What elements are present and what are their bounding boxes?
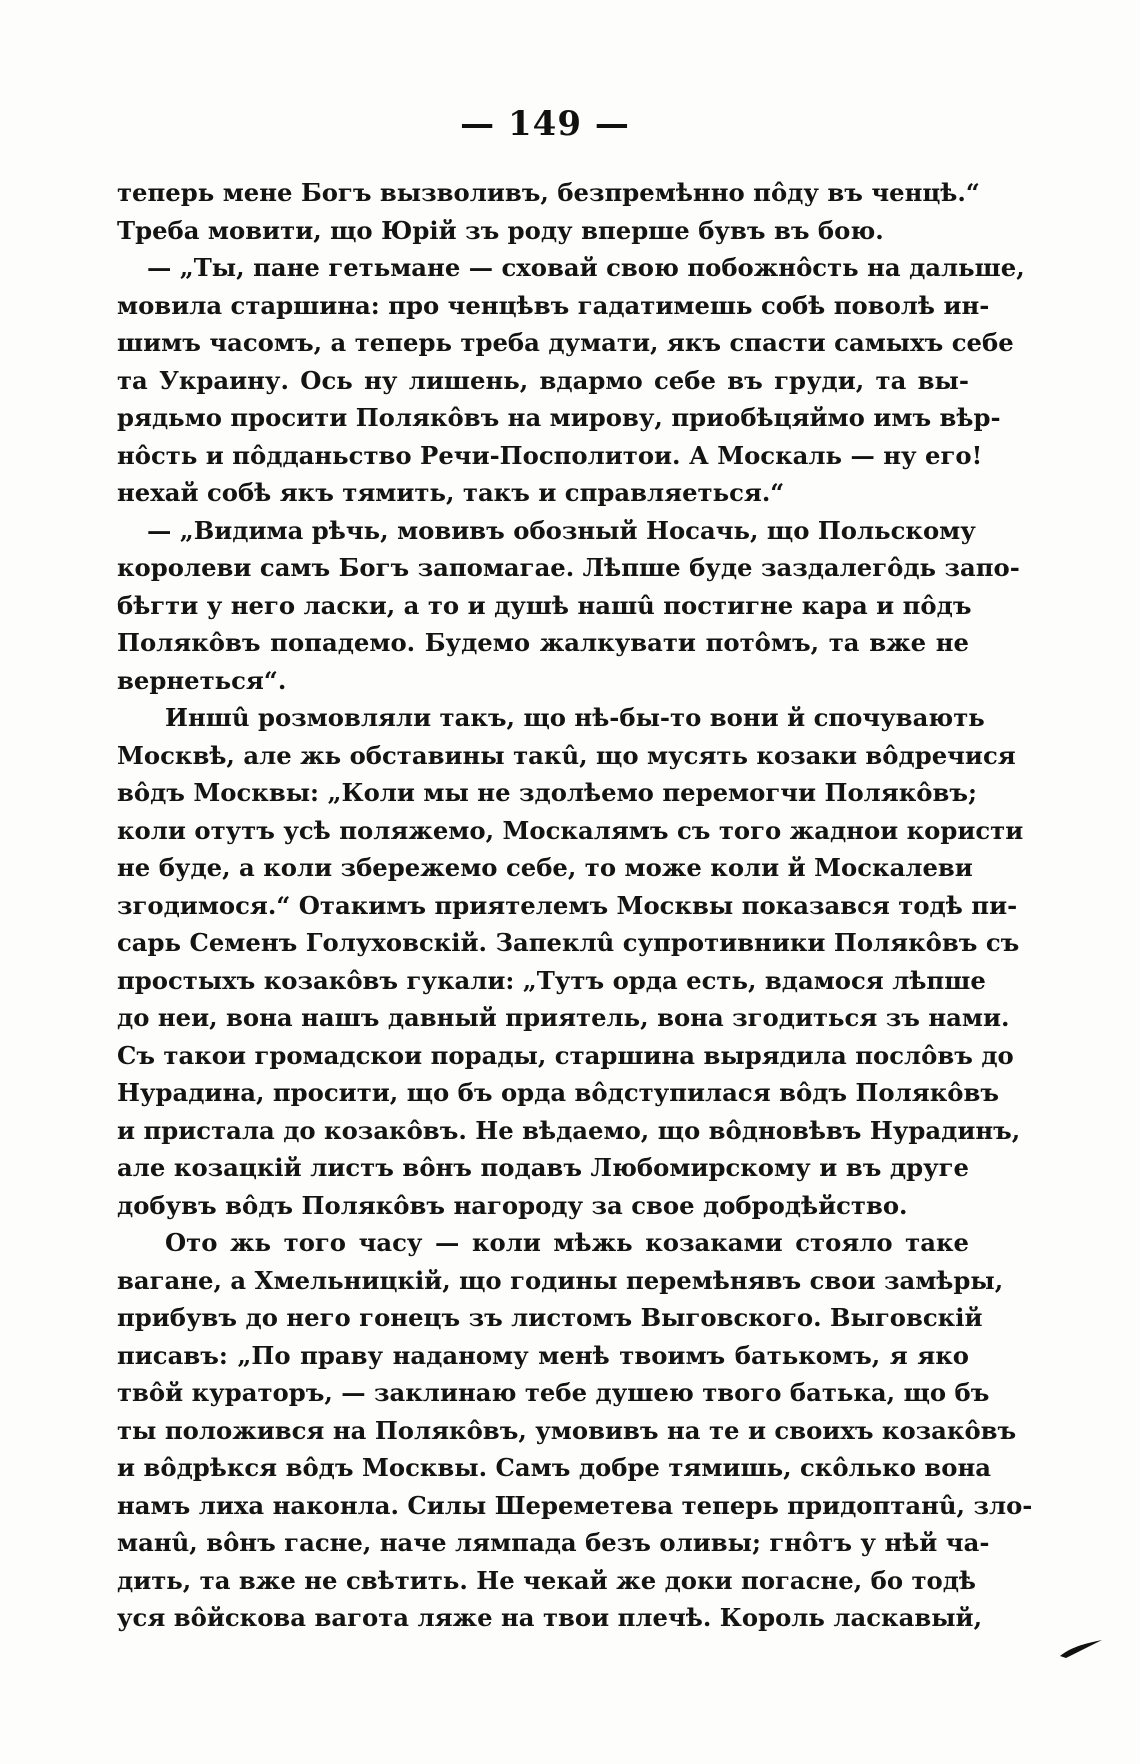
text-line: мовила старшина: про ченцѣвъ гадатимешь собѣ поволѣ ин-	[117, 290, 990, 320]
text-line: нôсть и пôдданьство Речи-Посполитои. А Москаль — ну его!	[117, 440, 983, 470]
text-line: теперь мене Богъ вызволивъ, безпремѣнно пôду въ ченцѣ.“	[117, 178, 980, 207]
text-line: сарь Семенъ Голуховскій. Запеклû супротивники Полякôвъ съ	[117, 928, 1020, 957]
text-line: простыхъ козакôвъ гукали: „Тутъ орда есть, вдамося лѣпше	[117, 965, 986, 995]
text-line: — „Ты, пане гетьмане — сховай свою побожнôсть на дальше,	[147, 253, 1025, 282]
text-line: вернеться“.	[117, 665, 287, 695]
text-line: не буде, а коли збережемо себе, то може коли й Москалеви	[117, 853, 973, 882]
page-number: — 149 —	[460, 104, 630, 144]
text-line: Нурадина, просити, що бъ орда вôдступилася вôдъ Полякôвъ	[117, 1078, 999, 1107]
text-line: уся вôйскова вагота ляже на твои плечѣ. Король ласкавый,	[117, 1603, 983, 1632]
text-line: королеви самъ Богъ запомагае. Лѣпше буде заздалегôдь запо-	[117, 553, 1020, 582]
text-line: рядьмо просити Полякôвъ на мирову, приобѣцяймо имъ вѣр-	[117, 403, 1001, 432]
body-text	[117, 174, 1033, 1637]
text-line: вôдъ Москвы: „Коли мы не здолѣемо перемогчи Полякôвъ;	[117, 778, 977, 807]
text-line: до неи, вона нашъ давный приятель, вона згодиться зъ нами.	[117, 1003, 1010, 1032]
text-line: — „Видима рѣчь, мовивъ обозный Носачь, що Польскому	[147, 515, 976, 545]
text-line: ты положився на Полякôвъ, умовивъ на те и своихъ козакôвъ	[117, 1415, 1017, 1445]
ink-mark-icon	[1056, 1636, 1106, 1660]
text-line: дить, та вже не свѣтить. Не чекай же доки погасне, бо тодѣ	[117, 1565, 977, 1595]
text-line: намъ лиха наконла. Силы Шереметева теперь придоптанû, зло-	[117, 1490, 1033, 1520]
text-line: вагане, а Хмельницкій, що годины перемѣнявъ свои замѣры,	[117, 1265, 1004, 1295]
text-line: нехай собѣ якъ тямить, такъ и справляеться.“	[117, 478, 785, 507]
text-line: Москвѣ, але жь обставины такû, що мусять козаки вôдречися	[117, 740, 1016, 770]
text-line: Треба мовити, що Юрій зъ роду вперше бувъ въ бою.	[117, 215, 884, 245]
text-line: Полякôвъ попадемо. Будемо жалкувати потôмъ, та вже не	[117, 628, 969, 657]
text-line: и пристала до козакôвъ. Не вѣдаемо, що вôдновѣвъ Нурадинъ,	[117, 1115, 1021, 1145]
text-line: твôй кураторъ, — заклинаю тебе душею твого батька, що бъ	[117, 1378, 990, 1407]
text-line: добувъ вôдъ Полякôвъ нагороду за свое добродѣйство.	[117, 1190, 908, 1220]
text-line: прибувъ до него гонецъ зъ листомъ Выговского. Выговскій	[117, 1303, 983, 1332]
text-line: Иншû розмовляли такъ, що нѣ-бы-то вони й спочувають	[165, 703, 985, 732]
text-line: коли отутъ усѣ поляжемо, Москалямъ съ того жаднои користи	[117, 815, 1024, 845]
text-line: манû, вôнъ гасне, наче лямпада безъ оливы; гнôтъ у нѣй ча-	[117, 1528, 990, 1557]
text-line: але козацкій листъ вôнъ подавъ Любомирскому и въ друге	[117, 1153, 969, 1182]
text-line: та Украину. Ось ну лишень, вдармо себе въ груди, та вы-	[117, 365, 969, 395]
text-line: Ото жь того часу — коли мѣжь козаками стояло таке	[165, 1228, 969, 1257]
text-line: Съ такои громадскои порады, старшина вырядила послôвъ до	[117, 1040, 1014, 1070]
text-line: бѣгти у него ласки, а то и душѣ нашû постигне кара и пôдъ	[117, 590, 972, 620]
text-line: и вôдрѣкся вôдъ Москвы. Самъ добре тямишь, скôлько вона	[117, 1453, 991, 1482]
text-line: писавъ: „По праву наданому менѣ твоимъ батькомъ, я яко	[117, 1340, 969, 1370]
text-line: шимъ часомъ, а теперь треба думати, якъ спасти самыхъ себе	[117, 328, 1014, 357]
text-line: згодимося.“ Отакимъ приятелемъ Москвы показався тодѣ пи-	[117, 890, 1018, 920]
